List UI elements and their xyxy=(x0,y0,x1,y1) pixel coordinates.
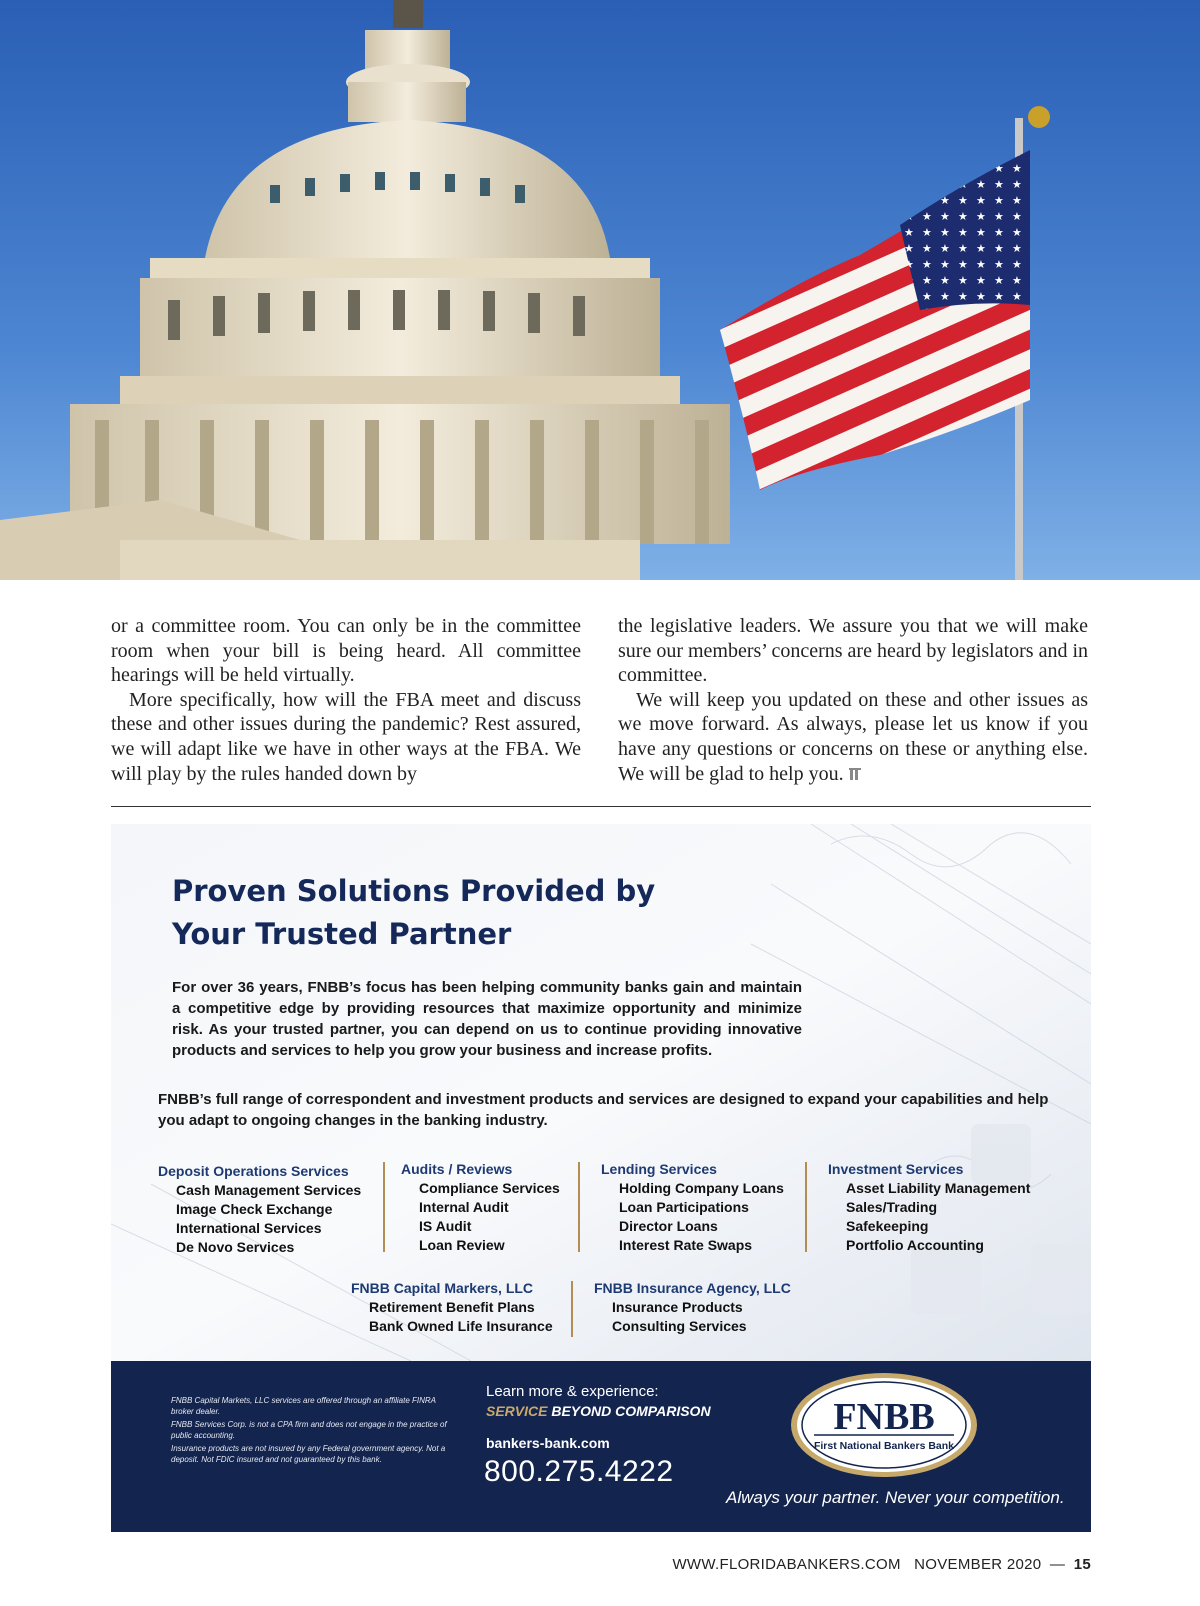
logo-wordmark: FNBB xyxy=(833,1396,935,1438)
service-item: Safekeeping xyxy=(846,1218,929,1234)
service-item: Director Loans xyxy=(619,1218,718,1234)
service-item: Portfolio Accounting xyxy=(846,1237,984,1253)
article-paragraph: More specifically, how will the FBA meet and discuss these and other issues during the pandemic? Rest assured, we will adapt like we have in other ways at the FBA. We will play by the rules handed down by xyxy=(111,688,581,785)
page-footer xyxy=(672,1556,1091,1573)
service-heading: Investment Services xyxy=(828,1161,964,1177)
logo-subtext: First National Bankers Bank xyxy=(813,1440,955,1452)
service-item: Consulting Services xyxy=(612,1318,747,1334)
ad-intro-text: For over 36 years, FNBB’s focus has been helping community banks gain and maintain a competitive edge by providing resources that maximize opportunity and minimize risk. As your trusted partner, you can depend on us to continue providing innovative products and services to help you grow your business and increase profits. xyxy=(172,979,802,1059)
service-group-capital-markets xyxy=(351,1279,553,1336)
service-group-lending xyxy=(601,1160,784,1255)
section-divider xyxy=(111,806,1091,807)
article-column-right xyxy=(618,614,1088,786)
article-paragraph: the legislative leaders. We assure you that we will make sure our members’ concerns are heard by legislators and in committee. xyxy=(618,615,1089,687)
tagline-rest: BEYOND COMPARISON xyxy=(551,1403,711,1419)
service-item: Retirement Benefit Plans xyxy=(369,1299,535,1315)
service-item: Insurance Products xyxy=(612,1299,743,1315)
ad-footer-band xyxy=(111,1361,1091,1532)
service-item: International Services xyxy=(176,1220,322,1236)
article-paragraph: or a committee room. You can only be in the committee room when your bill is being heard. All committee hearings will be held virtually. xyxy=(111,615,581,687)
service-item: Bank Owned Life Insurance xyxy=(369,1318,553,1334)
disclaimer-line: FNBB Services Corp. is not a CPA firm and does not engage in the practice of public accounting. xyxy=(171,1420,447,1440)
article-column-left xyxy=(111,614,581,786)
disclaimer-line: Insurance products are not insured by any Federal government agency. Not a deposit. Not FDIC insured and not guaranteed by this bank. xyxy=(171,1444,446,1464)
service-tagline xyxy=(486,1403,711,1419)
service-group-deposit xyxy=(158,1162,361,1257)
website-link[interactable]: bankers-bank.com xyxy=(486,1435,610,1451)
article-paragraph-text: We will keep you updated on these and other issues as we move forward. As always, please let us know if you have any questions or concerns on these or anything else. We will be glad to help you. xyxy=(618,688,1088,785)
service-item: Internal Audit xyxy=(419,1199,509,1215)
service-item: Sales/Trading xyxy=(846,1199,938,1215)
service-heading: Deposit Operations Services xyxy=(158,1163,349,1179)
fba-end-mark-icon xyxy=(848,767,862,781)
column-separator xyxy=(571,1281,573,1337)
service-item: IS Audit xyxy=(419,1218,472,1234)
phone-number[interactable]: 800.275.4222 xyxy=(484,1455,674,1488)
service-heading: Audits / Reviews xyxy=(401,1161,513,1177)
service-heading: Lending Services xyxy=(601,1161,717,1177)
service-item: Image Check Exchange xyxy=(176,1201,333,1217)
tagline-accent: SERVICE xyxy=(486,1403,548,1419)
service-heading: FNBB Capital Markers, LLC xyxy=(351,1280,534,1296)
service-item: Holding Company Loans xyxy=(619,1180,784,1196)
service-item: De Novo Services xyxy=(176,1239,295,1255)
service-group-insurance xyxy=(594,1279,791,1336)
service-item: Asset Liability Management xyxy=(846,1180,1031,1196)
disclaimer-line: FNBB Capital Markets, LLC services are offered through an affiliate FINRA broker dealer. xyxy=(171,1396,436,1416)
learn-more-text: Learn more & experience: xyxy=(486,1383,659,1400)
service-item: Loan Participations xyxy=(619,1199,749,1215)
capitol-flag-photo xyxy=(0,0,1200,580)
service-heading: FNBB Insurance Agency, LLC xyxy=(594,1280,791,1296)
ad-title xyxy=(172,870,732,956)
page-number: 15 xyxy=(1073,1556,1091,1573)
ad-title-line-2: Your Trusted Partner xyxy=(172,917,512,951)
fnbb-logo xyxy=(789,1371,979,1479)
column-separator xyxy=(578,1162,580,1252)
service-item: Interest Rate Swaps xyxy=(619,1237,753,1253)
service-item: Loan Review xyxy=(419,1237,505,1253)
service-group-audits xyxy=(401,1160,560,1255)
service-item: Compliance Services xyxy=(419,1180,560,1196)
article-paragraph-last xyxy=(618,688,1088,786)
footer-issue: NOVEMBER 2020 xyxy=(914,1556,1042,1573)
ad-title-line-1: Proven Solutions Provided by xyxy=(172,874,656,908)
column-separator xyxy=(805,1162,807,1252)
column-separator xyxy=(383,1162,385,1252)
fnbb-advertisement xyxy=(111,824,1091,1532)
ad-range-text: FNBB’s full range of correspondent and investment products and services are designed to expand your capabilities and help you adapt to ongoing changes in the banking industry. xyxy=(158,1091,1049,1129)
footer-site: WWW.FLORIDABANKERS.COM xyxy=(672,1556,901,1573)
footer-dash: — xyxy=(1049,1556,1066,1573)
service-item: Cash Management Services xyxy=(176,1182,362,1198)
service-group-investment xyxy=(828,1160,1030,1255)
ad-slogan: Always your partner. Never your competition. xyxy=(726,1488,1065,1507)
ad-disclaimer xyxy=(171,1395,451,1467)
